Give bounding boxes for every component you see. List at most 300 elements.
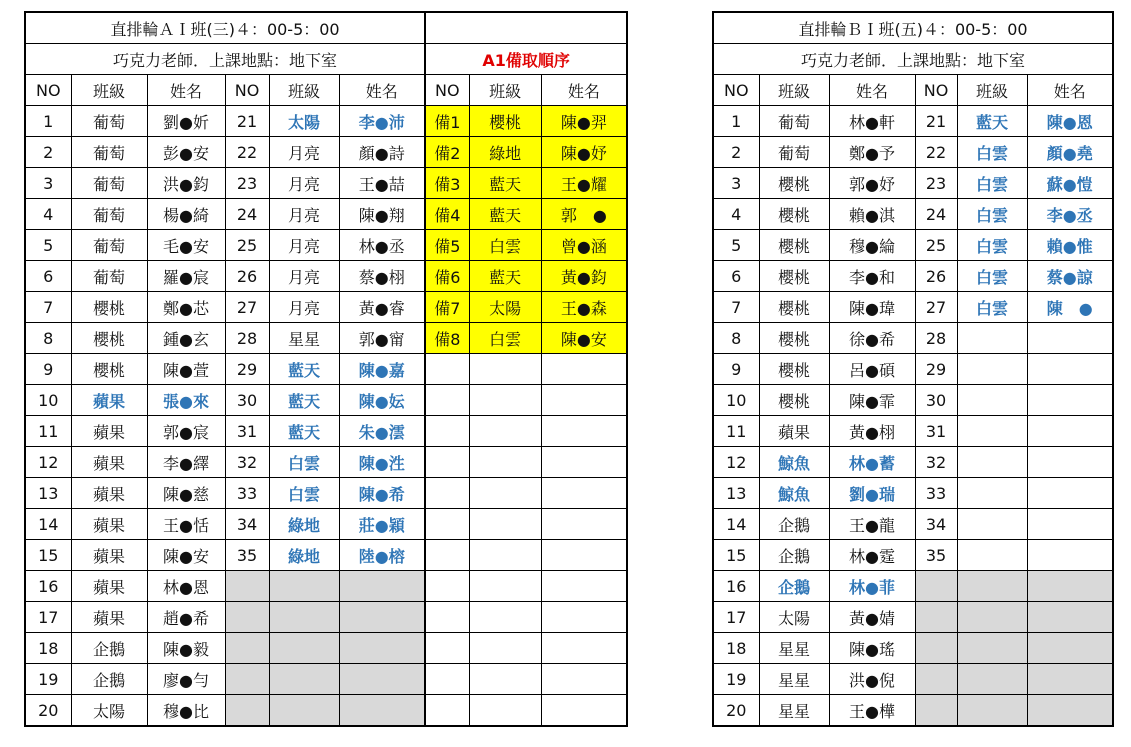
student-name: 陸●榕 xyxy=(339,540,425,571)
class-name xyxy=(957,416,1027,447)
empty-cell xyxy=(469,478,541,509)
empty-cell xyxy=(225,602,269,633)
class-name xyxy=(957,540,1027,571)
student-number: 29 xyxy=(915,354,957,385)
student-name: 陳●霏 xyxy=(829,385,915,416)
empty-cell xyxy=(1027,664,1113,695)
student-number: 34 xyxy=(225,509,269,540)
class-name: 蘋果 xyxy=(759,416,829,447)
empty-cell xyxy=(425,540,469,571)
class-a-title: 直排輪ＡＩ班(三)４：00-5：00 xyxy=(25,12,425,44)
class-name: 月亮 xyxy=(269,230,339,261)
student-name: 郭 ● xyxy=(541,199,627,230)
empty-cell xyxy=(269,633,339,664)
empty-cell xyxy=(469,354,541,385)
class-name: 蘋果 xyxy=(71,509,147,540)
student-name: 洪●倪 xyxy=(829,664,915,695)
table-row xyxy=(713,602,1113,633)
student-number: 8 xyxy=(713,323,759,354)
backup-number: 備7 xyxy=(425,292,469,323)
student-number: 30 xyxy=(225,385,269,416)
empty-cell xyxy=(1027,602,1113,633)
student-number: 15 xyxy=(713,540,759,571)
backup-number: 備5 xyxy=(425,230,469,261)
empty-cell xyxy=(469,664,541,695)
backup-number: 備3 xyxy=(425,168,469,199)
empty-cell xyxy=(225,571,269,602)
empty-cell xyxy=(915,602,957,633)
class-name: 葡萄 xyxy=(71,230,147,261)
class-name: 藍天 xyxy=(469,199,541,230)
student-number: 2 xyxy=(713,137,759,168)
empty-cell xyxy=(339,695,425,727)
student-name: 郭●妤 xyxy=(829,168,915,199)
student-number: 9 xyxy=(25,354,71,385)
class-name: 蘋果 xyxy=(71,447,147,478)
class-name: 白雲 xyxy=(957,199,1027,230)
empty-cell xyxy=(469,385,541,416)
student-number: 23 xyxy=(225,168,269,199)
student-number: 25 xyxy=(915,230,957,261)
class-name: 葡萄 xyxy=(71,106,147,137)
table-row xyxy=(25,664,627,695)
empty-cell xyxy=(425,354,469,385)
student-number: 12 xyxy=(25,447,71,478)
student-name: 陳●恩 xyxy=(1027,106,1113,137)
class-a-subtitle: 巧克力老師．上課地點：地下室 xyxy=(25,44,425,75)
empty-cell xyxy=(425,447,469,478)
student-name: 林●軒 xyxy=(829,106,915,137)
student-name: 陳●萱 xyxy=(147,354,225,385)
empty-cell xyxy=(425,385,469,416)
class-name: 櫻桃 xyxy=(759,168,829,199)
class-name: 蘋果 xyxy=(71,478,147,509)
table-row xyxy=(25,230,627,261)
empty-cell xyxy=(225,664,269,695)
table-row xyxy=(25,168,627,199)
student-number: 26 xyxy=(915,261,957,292)
student-number: 35 xyxy=(225,540,269,571)
empty-cell xyxy=(957,633,1027,664)
student-name: 王●耀 xyxy=(541,168,627,199)
student-number: 6 xyxy=(713,261,759,292)
student-number: 3 xyxy=(25,168,71,199)
student-name: 羅●宸 xyxy=(147,261,225,292)
empty-cell xyxy=(1027,571,1113,602)
empty-cell xyxy=(541,447,627,478)
student-name: 王●恬 xyxy=(147,509,225,540)
class-name: 太陽 xyxy=(71,695,147,727)
student-name: 陳●慈 xyxy=(147,478,225,509)
student-name: 呂●碩 xyxy=(829,354,915,385)
backup-title-spacer xyxy=(425,12,627,44)
student-number: 10 xyxy=(713,385,759,416)
student-number: 34 xyxy=(915,509,957,540)
class-name: 葡萄 xyxy=(71,199,147,230)
empty-cell xyxy=(225,695,269,727)
class-name: 白雲 xyxy=(269,478,339,509)
student-name: 鍾●玄 xyxy=(147,323,225,354)
student-name: 陳●瑋 xyxy=(829,292,915,323)
table-row xyxy=(25,571,627,602)
empty-cell xyxy=(957,695,1027,727)
empty-cell xyxy=(425,664,469,695)
class-name: 白雲 xyxy=(469,323,541,354)
class-name: 太陽 xyxy=(759,602,829,633)
class-name: 星星 xyxy=(759,664,829,695)
student-number: 20 xyxy=(713,695,759,727)
table-row xyxy=(25,137,627,168)
table-row xyxy=(713,695,1113,727)
class-name: 藍天 xyxy=(957,106,1027,137)
student-number: 11 xyxy=(713,416,759,447)
table-row xyxy=(713,137,1113,168)
table-row xyxy=(713,478,1113,509)
student-name: 毛●安 xyxy=(147,230,225,261)
class-name: 白雲 xyxy=(957,168,1027,199)
class-a-header-row xyxy=(25,75,627,106)
class-name xyxy=(957,385,1027,416)
empty-cell xyxy=(1027,695,1113,727)
student-number: 21 xyxy=(225,106,269,137)
column-header: 姓名 xyxy=(1027,75,1113,106)
student-number: 13 xyxy=(25,478,71,509)
student-name: 林●蓄 xyxy=(829,447,915,478)
table-row xyxy=(25,416,627,447)
table-row xyxy=(713,168,1113,199)
student-number: 20 xyxy=(25,695,71,727)
class-name: 蘋果 xyxy=(71,602,147,633)
class-name: 葡萄 xyxy=(71,168,147,199)
student-number: 21 xyxy=(915,106,957,137)
table-row xyxy=(25,633,627,664)
student-name xyxy=(1027,509,1113,540)
student-name: 陳●瑤 xyxy=(829,633,915,664)
class-b-title: 直排輪ＢＩ班(五)４：00-5：00 xyxy=(713,12,1113,44)
column-header: NO xyxy=(425,75,469,106)
student-name: 鄭●芯 xyxy=(147,292,225,323)
column-header: NO xyxy=(713,75,759,106)
class-name: 月亮 xyxy=(269,261,339,292)
student-name: 陳●希 xyxy=(339,478,425,509)
empty-cell xyxy=(425,571,469,602)
column-header: 班級 xyxy=(957,75,1027,106)
empty-cell xyxy=(425,695,469,727)
class-name: 藍天 xyxy=(269,354,339,385)
student-name: 陳●安 xyxy=(541,323,627,354)
empty-cell xyxy=(269,571,339,602)
student-number: 29 xyxy=(225,354,269,385)
student-name xyxy=(1027,416,1113,447)
table-row xyxy=(25,199,627,230)
student-number: 12 xyxy=(713,447,759,478)
empty-cell xyxy=(541,354,627,385)
class-name: 企鵝 xyxy=(71,664,147,695)
class-name: 月亮 xyxy=(269,292,339,323)
student-name: 林●霆 xyxy=(829,540,915,571)
class-name xyxy=(957,478,1027,509)
class-name: 葡萄 xyxy=(71,137,147,168)
student-number: 27 xyxy=(225,292,269,323)
student-number: 1 xyxy=(25,106,71,137)
empty-cell xyxy=(339,571,425,602)
student-number: 24 xyxy=(225,199,269,230)
class-name: 櫻桃 xyxy=(759,323,829,354)
empty-cell xyxy=(269,602,339,633)
empty-cell xyxy=(915,664,957,695)
table-row xyxy=(713,292,1113,323)
table-row xyxy=(713,416,1113,447)
student-name: 陳 ● xyxy=(1027,292,1113,323)
student-number: 6 xyxy=(25,261,71,292)
class-name: 櫻桃 xyxy=(759,230,829,261)
student-name: 廖●勻 xyxy=(147,664,225,695)
empty-cell xyxy=(469,416,541,447)
class-name: 鯨魚 xyxy=(759,447,829,478)
class-name: 白雲 xyxy=(957,261,1027,292)
student-number: 22 xyxy=(225,137,269,168)
table-row xyxy=(25,261,627,292)
student-number: 1 xyxy=(713,106,759,137)
empty-cell xyxy=(541,416,627,447)
student-name: 穆●比 xyxy=(147,695,225,727)
class-name: 蘋果 xyxy=(71,385,147,416)
column-header: 班級 xyxy=(759,75,829,106)
student-name: 陳●毅 xyxy=(147,633,225,664)
student-name: 黃●睿 xyxy=(339,292,425,323)
empty-cell xyxy=(469,447,541,478)
column-header: NO xyxy=(25,75,71,106)
table-row xyxy=(713,230,1113,261)
table-row xyxy=(25,106,627,137)
empty-cell xyxy=(541,385,627,416)
student-name: 陳●妤 xyxy=(541,137,627,168)
backup-number: 備1 xyxy=(425,106,469,137)
table-row xyxy=(713,199,1113,230)
empty-cell xyxy=(469,571,541,602)
class-name: 太陽 xyxy=(269,106,339,137)
empty-cell xyxy=(225,633,269,664)
student-name: 蘇●愷 xyxy=(1027,168,1113,199)
backup-number: 備8 xyxy=(425,323,469,354)
student-number: 15 xyxy=(25,540,71,571)
student-name: 王●喆 xyxy=(339,168,425,199)
class-name: 葡萄 xyxy=(759,106,829,137)
table-row xyxy=(25,385,627,416)
student-name: 陳●安 xyxy=(147,540,225,571)
class-name: 蘋果 xyxy=(71,540,147,571)
student-number: 7 xyxy=(25,292,71,323)
student-number: 18 xyxy=(713,633,759,664)
empty-cell xyxy=(425,633,469,664)
class-name: 白雲 xyxy=(957,292,1027,323)
student-name xyxy=(1027,447,1113,478)
table-row xyxy=(713,261,1113,292)
table-row xyxy=(713,106,1113,137)
table-row xyxy=(25,695,627,727)
class-name: 太陽 xyxy=(469,292,541,323)
class-name: 白雲 xyxy=(469,230,541,261)
class-name: 企鵝 xyxy=(71,633,147,664)
table-row xyxy=(25,323,627,354)
student-number: 4 xyxy=(25,199,71,230)
table-row xyxy=(25,447,627,478)
student-name: 穆●綸 xyxy=(829,230,915,261)
student-name: 黃●婧 xyxy=(829,602,915,633)
class-name: 蘋果 xyxy=(71,571,147,602)
class-name: 櫻桃 xyxy=(71,292,147,323)
student-number: 2 xyxy=(25,137,71,168)
student-name: 朱●澐 xyxy=(339,416,425,447)
column-header: NO xyxy=(225,75,269,106)
backup-order-title: A1備取順序 xyxy=(425,44,627,75)
student-name: 曾●涵 xyxy=(541,230,627,261)
class-name: 白雲 xyxy=(957,230,1027,261)
student-name: 林●菲 xyxy=(829,571,915,602)
class-a-roster-table xyxy=(24,11,628,727)
class-name: 葡萄 xyxy=(71,261,147,292)
student-number: 35 xyxy=(915,540,957,571)
student-number: 14 xyxy=(25,509,71,540)
class-name: 企鵝 xyxy=(759,540,829,571)
table-row xyxy=(713,385,1113,416)
student-number: 28 xyxy=(225,323,269,354)
class-name: 白雲 xyxy=(957,137,1027,168)
student-number: 17 xyxy=(25,602,71,633)
class-name: 櫻桃 xyxy=(759,199,829,230)
empty-cell xyxy=(339,602,425,633)
class-name: 葡萄 xyxy=(759,137,829,168)
student-number: 7 xyxy=(713,292,759,323)
student-name: 劉●妡 xyxy=(147,106,225,137)
class-name: 月亮 xyxy=(269,199,339,230)
backup-number: 備6 xyxy=(425,261,469,292)
table-row xyxy=(713,323,1113,354)
empty-cell xyxy=(541,509,627,540)
student-number: 9 xyxy=(713,354,759,385)
empty-cell xyxy=(541,602,627,633)
empty-cell xyxy=(957,664,1027,695)
column-header: 班級 xyxy=(71,75,147,106)
student-name xyxy=(1027,540,1113,571)
table-row xyxy=(25,540,627,571)
empty-cell xyxy=(541,571,627,602)
student-number: 13 xyxy=(713,478,759,509)
class-name: 櫻桃 xyxy=(759,261,829,292)
student-name xyxy=(1027,385,1113,416)
student-number: 22 xyxy=(915,137,957,168)
table-row xyxy=(713,571,1113,602)
student-name: 陳●妘 xyxy=(339,385,425,416)
table-row xyxy=(713,633,1113,664)
class-name xyxy=(957,509,1027,540)
column-header: 姓名 xyxy=(541,75,627,106)
empty-cell xyxy=(269,695,339,727)
student-name: 郭●甯 xyxy=(339,323,425,354)
class-name xyxy=(957,354,1027,385)
class-name: 綠地 xyxy=(469,137,541,168)
class-name: 藍天 xyxy=(469,261,541,292)
backup-number: 備2 xyxy=(425,137,469,168)
class-name: 櫻桃 xyxy=(759,385,829,416)
student-name: 林●丞 xyxy=(339,230,425,261)
student-number: 16 xyxy=(25,571,71,602)
student-number: 14 xyxy=(713,509,759,540)
table-row xyxy=(713,540,1113,571)
student-number: 18 xyxy=(25,633,71,664)
table-row xyxy=(713,509,1113,540)
student-number: 16 xyxy=(713,571,759,602)
student-name: 黃●鈞 xyxy=(541,261,627,292)
student-number: 8 xyxy=(25,323,71,354)
class-name: 白雲 xyxy=(269,447,339,478)
class-name: 星星 xyxy=(759,633,829,664)
student-number: 30 xyxy=(915,385,957,416)
class-name: 月亮 xyxy=(269,137,339,168)
class-name: 櫻桃 xyxy=(469,106,541,137)
empty-cell xyxy=(339,633,425,664)
class-name: 藍天 xyxy=(269,416,339,447)
column-header: 班級 xyxy=(269,75,339,106)
student-number: 31 xyxy=(225,416,269,447)
empty-cell xyxy=(915,571,957,602)
empty-cell xyxy=(469,695,541,727)
student-number: 4 xyxy=(713,199,759,230)
student-number: 11 xyxy=(25,416,71,447)
student-number: 31 xyxy=(915,416,957,447)
student-name: 林●恩 xyxy=(147,571,225,602)
class-name xyxy=(957,447,1027,478)
student-name: 李●繹 xyxy=(147,447,225,478)
student-name: 顏●堯 xyxy=(1027,137,1113,168)
empty-cell xyxy=(541,540,627,571)
student-name: 蔡●栩 xyxy=(339,261,425,292)
empty-cell xyxy=(957,602,1027,633)
empty-cell xyxy=(1027,633,1113,664)
class-name: 綠地 xyxy=(269,509,339,540)
class-name: 星星 xyxy=(759,695,829,727)
table-row xyxy=(713,664,1113,695)
class-name: 星星 xyxy=(269,323,339,354)
empty-cell xyxy=(425,509,469,540)
student-number: 10 xyxy=(25,385,71,416)
student-name: 陳●羿 xyxy=(541,106,627,137)
class-name: 櫻桃 xyxy=(759,354,829,385)
table-row xyxy=(25,354,627,385)
empty-cell xyxy=(541,478,627,509)
student-name: 王●龍 xyxy=(829,509,915,540)
empty-cell xyxy=(541,695,627,727)
empty-cell xyxy=(269,664,339,695)
backup-number: 備4 xyxy=(425,199,469,230)
column-header: 姓名 xyxy=(339,75,425,106)
table-row xyxy=(25,478,627,509)
empty-cell xyxy=(339,664,425,695)
student-name: 王●樺 xyxy=(829,695,915,727)
student-name: 徐●希 xyxy=(829,323,915,354)
student-number: 33 xyxy=(915,478,957,509)
empty-cell xyxy=(469,540,541,571)
student-name: 陳●嘉 xyxy=(339,354,425,385)
empty-cell xyxy=(915,695,957,727)
student-number: 19 xyxy=(713,664,759,695)
column-header: 班級 xyxy=(469,75,541,106)
empty-cell xyxy=(469,633,541,664)
student-name: 楊●綺 xyxy=(147,199,225,230)
class-name: 藍天 xyxy=(269,385,339,416)
class-name: 企鵝 xyxy=(759,509,829,540)
empty-cell xyxy=(469,509,541,540)
